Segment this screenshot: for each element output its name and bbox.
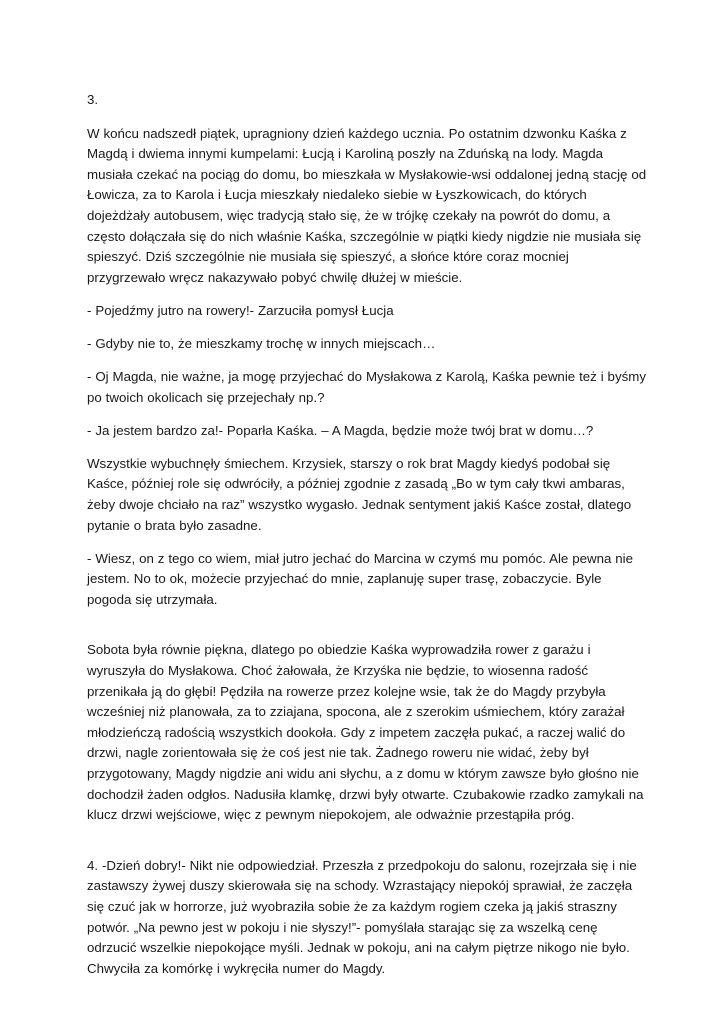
paragraph-chapter-4: 4. -Dzień dobry!- Nikt nie odpowiedział. Przeszła z przedpokoju do salonu, rozejrzała się i nie zastawszy żywej duszy skierowała się na schody. Wzrastający niepokój sprawiał, że zaczęła się czuć jak w horrorze, już wyobraziła sobie że za każdym rogiem czeka ją jakiś straszny potwór. „Na pewno jest w pokoju i nie słyszy!”- pomyślała starając się za wszelką cenę odrzucić wszelkie niepokojące myśli. Jednak w pokoju, ani na całym piętrze nikogo nie było. Chwyciła za komórkę i wykręciła numer do Magdy. bbox=[87, 857, 637, 976]
paragraph-laughter: Wszystkie wybuchnęły śmiechem. Krzysiek, starszy o rok brat Magdy kiedyś podobał się Kaśce, później role się odwróciły, a później zgodnie z zasadą „Bo w tym cały tkwi ambaras, żeby dwoje chciało na raz” wszystko wygasło. Jednak sentyment jakiś Kaśce został, dlatego pytanie o brata było zasadne. bbox=[87, 455, 632, 533]
dialogue-line-kaska: - Ja jestem bardzo za!- Poparła Kaśka. – A Magda, będzie może twój brat w domu…? bbox=[87, 422, 594, 438]
dialogue-line-magda: - Gdyby nie to, że mieszkamy trochę w innych miejscach… bbox=[87, 335, 436, 351]
dialogue-line-lucja: - Pojedźmy jutro na rowery!- Zarzuciła pomysł Łucja bbox=[87, 302, 394, 318]
chapter-number: 3. bbox=[87, 92, 99, 107]
paragraph-friday: W końcu nadszedł piątek, upragniony dzień każdego ucznia. Po ostatnim dzwonku Kaśka z Magdą i dwiema innymi kumpelami: Łucją i Karoliną poszły na Zduńską na lody. Magda musiała czekać na pociąg do domu, bo mieszkała w Mysłakowie-wsi oddalonej jedną stację od Łowicza, za to Karola i Łucja mieszkały niedaleko siebie w Łyszkowicach, do których dojeżdżały autobusem, więc tradycją stało się, że w trójkę czekały na powrót do domu, a często dołączała się do nich właśnie Kaśka, szczególnie w piątki kiedy nigdzie nie musiała się spieszyć. Dziś szczególnie nie musiała się spieszyć, a słońce które coraz mocniej przygrzewało wręcz nakazywało pobyć chwilę dłużej w mieście. bbox=[87, 125, 647, 285]
dialogue-line-plan: - Wiesz, on z tego co wiem, miał jutro jechać do Marcina w czymś mu pomóc. Ale pewna nie jestem. No to ok, możecie przyjechać do mnie, zaplanuję super trasę, zobaczycie. Byle pogoda się utrzymała. bbox=[87, 550, 634, 607]
paragraph-saturday: Sobota była równie piękna, dlatego po obiedzie Kaśka wyprowadziła rower z garażu i wyruszyła do Mysłakowa. Choć żałowała, że Krzyśka nie będzie, to wiosenna radość przenikała ją do głębi! Pędziła na rowerze przez kolejne wsie, tak że do Magdy przybyła wcześniej niż planowała, za to zziajana, spocona, ale z szerokim uśmiechem, który zarażał młodzieńczą radością wszystkich dookoła. Gdy z impetem zaczęła pukać, a raczej walić do drzwi, nagle zorientowała się że coś jest nie tak. Żadnego roweru nie widać, żeby był przygotowany, Magdy nigdzie ani widu ani słychu, a z domu w którym zawsze było głośno nie dochodził żaden odgłos. Nadusiła klamkę, drzwi były otwarte. Czubakowie rzadko zamykali na klucz drzwi wejściowe, więc z pewnym niepokojem, ale odważnie przestąpiła próg. bbox=[87, 642, 644, 823]
dialogue-line-proposal: - Oj Magda, nie ważne, ja mogę przyjechać do Mysłakowa z Karolą, Kaśka pewnie też i byśmy po twoich okolicach się przejechały np.? bbox=[87, 369, 646, 405]
document-body bbox=[87, 90, 649, 992]
